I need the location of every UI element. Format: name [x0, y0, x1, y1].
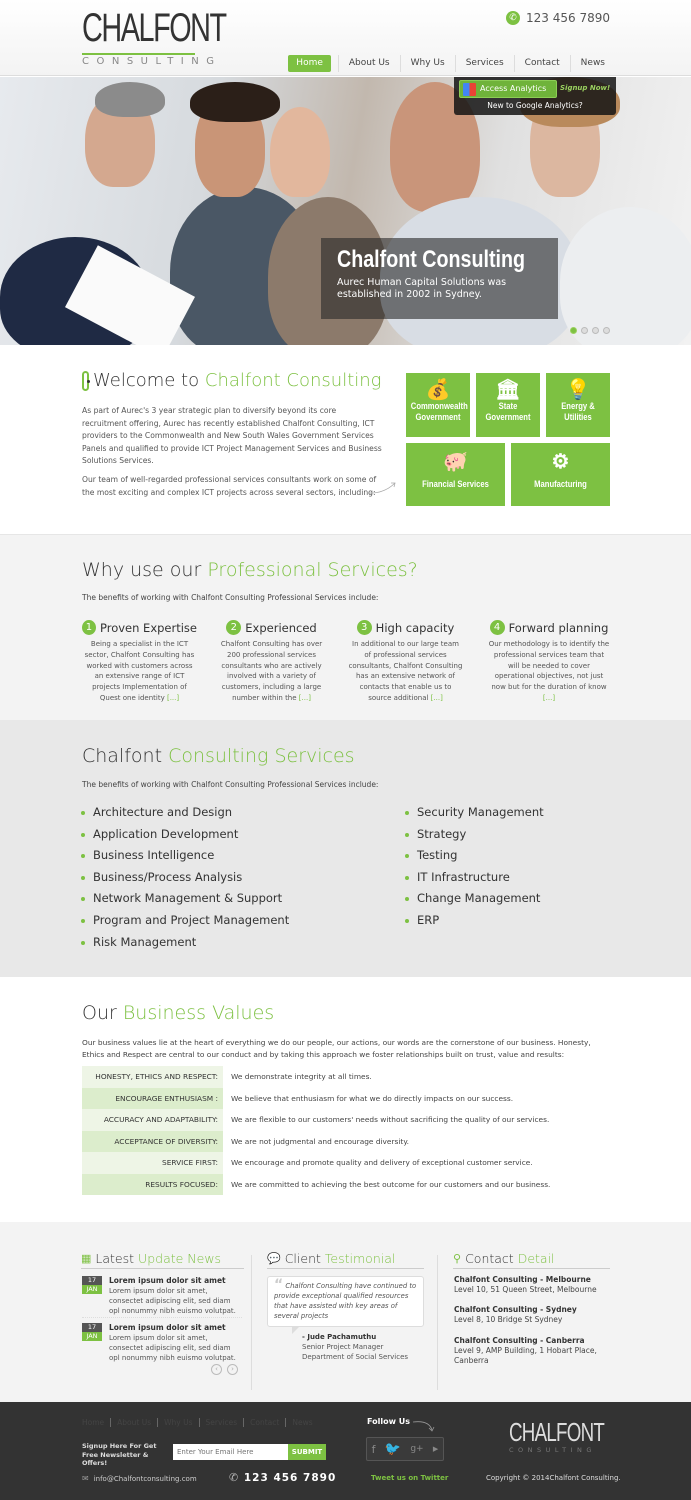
nav-about-us[interactable]: About Us — [338, 55, 400, 72]
slide-caption: Chalfont Consulting Aurec Human Capital Solutions was established in 2002 in Sydney. — [321, 238, 558, 319]
welcome-paragraph-1: As part of Aurec's 3 year strategic plan to diversify beyond its core recruitment offering, Aurec has recently established Chalfont Consulting, ICT providers to the Commonwealth and New South Wales Government Services Panels and qualified to provide ICT Project Management Services and Business Solutions Services. — [82, 406, 382, 465]
table-row: ACCEPTANCE OF DIVERSITY: We are not judgmental and encourage diversity. — [82, 1131, 610, 1153]
services-list-left — [81, 802, 289, 953]
tweet-us-link[interactable]: Tweet us on Twitter — [371, 1474, 449, 1482]
service-item[interactable]: Risk Management — [81, 932, 289, 954]
footer-nav — [82, 1418, 319, 1427]
news-item[interactable]: 17 JAN Lorem ipsum dolor sit amet Lorem ipsum dolor sit amet, consectet adipiscing elit, sed diam opl nonummy nibh euismo volutpat. — [82, 1276, 242, 1316]
why-subtitle: The benefits of working with Chalfont Consulting Professional Services include: — [82, 593, 379, 602]
curved-arrow-icon — [412, 1419, 436, 1433]
envelope-icon: ✉ — [82, 1474, 89, 1483]
table-row: SERVICE FIRST: We encourage and promote quality and delivery of exceptional customer service. — [82, 1152, 610, 1174]
footer-nav-services[interactable]: Services — [199, 1418, 244, 1427]
service-item[interactable]: Testing — [405, 845, 544, 867]
service-item[interactable]: Change Management — [405, 888, 544, 910]
service-item[interactable]: Program and Project Management — [81, 910, 289, 932]
footer-nav-about-us[interactable]: About Us — [110, 1418, 157, 1427]
sector-financial-services[interactable]: 🐖 Financial Services — [406, 443, 505, 506]
footer-phone: ✆ 123 456 7890 — [229, 1471, 337, 1484]
testimonial-quote: “ Chalfont Consulting have continued to provide exceptional qualified resources that have assisted with key areas of several projects — [267, 1276, 424, 1327]
chalfont-mark-icon — [82, 371, 89, 391]
sector-commonwealth-government[interactable]: 💰 Commonwealth Government — [406, 373, 470, 437]
google-plus-icon[interactable]: g+ — [410, 1444, 424, 1454]
signup-now-link[interactable]: Signup Now! — [560, 84, 611, 92]
news-item[interactable]: 17 JAN Lorem ipsum dolor sit amet Lorem ipsum dolor sit amet, consectet adipiscing elit, sed diam opl nonummy nibh euismo volutpat. — [82, 1323, 242, 1363]
phone-icon: ✆ — [506, 11, 520, 25]
sector-energy-utilities[interactable]: 💡 Energy & Utilities — [546, 373, 610, 437]
read-more-link[interactable]: [...] — [166, 693, 180, 702]
service-item[interactable]: Business Intelligence — [81, 845, 289, 867]
service-item[interactable]: Strategy — [405, 824, 544, 846]
divider — [82, 1317, 242, 1318]
feature-experienced: 2 Experienced Chalfont Consulting has over 200 professional services consultants who are actively involved with a variety of customers, including a large number within the [...] — [220, 620, 323, 702]
nav-services[interactable]: Services — [455, 55, 514, 72]
divider — [453, 1268, 610, 1269]
hero-slider[interactable] — [0, 77, 691, 345]
welcome-paragraph-2: Our team of well-regarded professional services consultants work on some of the most exciting and complex ICT projects across several sectors, including: — [82, 475, 377, 497]
values-table — [82, 1066, 610, 1195]
values-intro: Our business values lie at the heart of everything we do our people, our actions, our words are the cornerstone of our business. Honesty, Ethics and Respect are central to our conduct and by taking this approach we foster relationships built on trust, value and results: — [82, 1038, 591, 1059]
footer-email[interactable]: ✉ info@Chalfontconsulting.com — [82, 1474, 197, 1483]
header-phone: ✆ 123 456 7890 — [506, 11, 610, 25]
gears-icon: ⚙ — [551, 451, 570, 473]
phone-icon: ✆ — [229, 1471, 240, 1484]
table-row: ENCOURAGE ENTHUSIASM : We believe that enthusiasm for what we do directly impacts on our success. — [82, 1088, 610, 1110]
read-more-link[interactable]: [...] — [430, 693, 443, 702]
nav-why-us[interactable]: Why Us — [400, 55, 455, 72]
office-canberra: Chalfont Consulting - Canberra Level 9, AMP Building, 1 Hobart Place, Canberra — [454, 1336, 597, 1365]
twitter-icon[interactable]: 🐦 — [384, 1441, 402, 1457]
service-item[interactable]: Network Management & Support — [81, 888, 289, 910]
money-bag-icon: 💰 — [425, 379, 451, 401]
logo[interactable]: CHALFONT CONSULTING — [82, 6, 226, 67]
service-item[interactable]: Business/Process Analysis — [81, 867, 289, 889]
site-header — [0, 0, 691, 76]
newsletter-email-input[interactable] — [173, 1444, 288, 1460]
access-analytics-button[interactable]: Access Analytics — [459, 80, 557, 98]
date-badge: 17 JAN — [82, 1276, 102, 1316]
copyright: Copyright © 2014Chalfont Consulting. — [486, 1474, 621, 1482]
slide-dot-3[interactable] — [592, 327, 599, 334]
footer-nav-why-us[interactable]: Why Us — [157, 1418, 198, 1427]
footer-logo: CHALFONT CONSULTING — [509, 1417, 605, 1454]
google-analytics-icon — [463, 83, 476, 96]
divider — [81, 1268, 244, 1269]
office-melbourne: Chalfont Consulting - Melbourne Level 10, 51 Queen Street, Melbourne — [454, 1275, 597, 1294]
service-item[interactable]: Architecture and Design — [81, 802, 289, 824]
newsletter-submit-button[interactable]: SUBMIT — [288, 1444, 326, 1460]
youtube-icon[interactable]: ▶ — [432, 1445, 439, 1453]
contact-heading: ⚲ Contact Detail — [453, 1251, 555, 1266]
nav-news[interactable]: News — [570, 55, 615, 72]
footer-nav-news[interactable]: News — [285, 1418, 318, 1427]
slide-dot-4[interactable] — [603, 327, 610, 334]
divider — [437, 1255, 438, 1390]
office-sydney: Chalfont Consulting - Sydney Level 8, 10 Bridge St Sydney — [454, 1305, 577, 1324]
newsletter-label: Signup Here For Get Free Newsletter & Offers! — [82, 1442, 157, 1467]
nav-home[interactable]: Home — [288, 55, 331, 72]
date-badge: 17 JAN — [82, 1323, 102, 1363]
slide-dot-1[interactable] — [570, 327, 577, 334]
divider — [251, 1255, 252, 1390]
news-heading: ▦ Latest Update News — [81, 1251, 222, 1266]
services-subtitle: The benefits of working with Chalfont Consulting Professional Services include: — [82, 780, 379, 789]
sector-state-government[interactable]: 🏛 State Government — [476, 373, 540, 437]
testimonial-author: - Jude Pachamuthu Senior Project Manager Department of Social Services — [302, 1333, 409, 1361]
welcome-title: Welcome to Chalfont Consulting — [82, 370, 381, 391]
curved-arrow-icon — [366, 480, 398, 496]
piggy-bank-icon: 🐖 — [443, 451, 468, 473]
feature-proven-expertise: 1 Proven Expertise Being a specialist in the ICT sector, Chalfont Consulting has worked with customers across an extensive range of ICT projects Implementation of Quest one identity [...] — [82, 620, 197, 704]
prev-arrow-icon[interactable]: ‹ — [211, 1364, 222, 1375]
why-title: Why use our Professional Services? — [82, 559, 418, 581]
lightbulb-icon: 💡 — [565, 379, 591, 401]
table-row: HONESTY, ETHICS AND RESPECT: We demonstrate integrity at all times. — [82, 1066, 610, 1088]
sector-manufacturing[interactable]: ⚙ Manufacturing — [511, 443, 610, 506]
quote-icon: “ — [274, 1277, 284, 1293]
map-pin-icon: ⚲ — [453, 1252, 462, 1265]
service-item[interactable]: IT Infrastructure — [405, 867, 544, 889]
service-item[interactable]: Application Development — [81, 824, 289, 846]
service-item[interactable]: Security Management — [405, 802, 544, 824]
table-row: RESULTS FOCUSED: We are committed to achieving the best outcome for our customers and our business. — [82, 1174, 610, 1196]
footer-nav-contact[interactable]: Contact — [243, 1418, 285, 1427]
facebook-icon[interactable]: f — [371, 1442, 376, 1456]
analytics-panel: Access Analytics Signup Now! New to Google Analytics? — [454, 77, 616, 115]
values-title: Our Business Values — [82, 1002, 275, 1024]
services-list-right — [405, 802, 544, 932]
slider-dots — [570, 327, 610, 334]
footer-nav-home[interactable]: Home — [82, 1418, 105, 1427]
next-arrow-icon[interactable]: › — [227, 1364, 238, 1375]
testimonial-heading: 💬 Client Testimonial — [267, 1251, 396, 1266]
social-icons — [366, 1437, 444, 1461]
main-nav — [288, 55, 615, 72]
service-item[interactable]: ERP — [405, 910, 544, 932]
slide-dot-2[interactable] — [581, 327, 588, 334]
read-more-link[interactable]: [...] — [542, 693, 556, 702]
table-row: ACCURACY AND ADAPTABILITY: We are flexible to our customers' needs without sacrificing the quality of our services. — [82, 1109, 610, 1131]
feature-high-capacity: 3 High capacity In additional to our large team of professional services consultants, Chalfont Consulting has an extensive network of contacts that enable us to source additional [...] — [348, 620, 463, 702]
chat-bubbles-icon: 💬 — [267, 1252, 281, 1265]
calendar-icon: ▦ — [81, 1252, 92, 1265]
services-title: Chalfont Consulting Services — [82, 745, 355, 767]
building-icon: 🏛 — [495, 379, 521, 401]
read-more-link[interactable]: [...] — [298, 693, 311, 702]
logo-underline — [82, 53, 195, 55]
news-pager — [211, 1364, 238, 1375]
feature-forward-planning: 4 Forward planning Our methodology is to identify the professional services team that will be needed to cover operational objectives, not just now but for the duration of know [...] — [488, 620, 610, 702]
nav-contact[interactable]: Contact — [514, 55, 570, 72]
follow-us-label: Follow Us — [367, 1417, 411, 1426]
divider — [267, 1268, 424, 1269]
